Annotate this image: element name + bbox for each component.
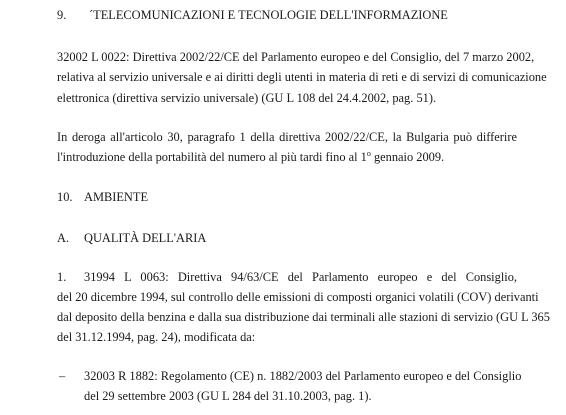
para2-line-2-end: gennaio 2009. <box>370 150 445 164</box>
item-1-line-4: del 31.12.1994, pag. 24), modificata da: <box>57 330 256 344</box>
para1-line-2: relativa al servizio universale e ai diritti degli utenti in materia di reti e di servizi di comunicazione <box>57 70 547 84</box>
ordinal-superscript: o <box>366 148 371 158</box>
dash-item-line-2: del 29 settembre 2003 (GU L 284 del 31.10.2003, pag. 1). <box>84 389 372 403</box>
para2-line-1: In deroga all'articolo 30, paragrafo 1 della direttiva 2002/22/CE, la Bulgaria può differire <box>57 130 517 144</box>
dash-bullet: – <box>59 369 66 383</box>
item-1-line-3: dal deposito della benzina e dalla sua distribuzione dai terminali alle stazioni di servizio (GU L 365 <box>57 310 550 324</box>
section-10-title: AMBIENTE <box>84 190 149 204</box>
dash-item-line-1: 32003 R 1882: Regolamento (CE) n. 1882/2003 del Parlamento europeo e del Consiglio <box>84 369 522 383</box>
para1-line-3: elettronica (direttiva servizio universale) (GU L 108 del 24.4.2002, pag. 51). <box>57 91 437 105</box>
para2-line-2 <box>57 149 444 165</box>
section-9-number: 9. <box>57 8 67 22</box>
item-1-first-line: 31994 L 0063: Direttiva 94/63/CE del Parlamento europeo e del Consiglio, <box>84 270 517 284</box>
para2-line-2-text: l'introduzione della portabilità del numero al più tardi fino al 1 <box>57 150 367 164</box>
para1-line-1: 32002 L 0022: Direttiva 2002/22/CE del Parlamento europeo e del Consiglio, del 7 marzo 2002, <box>57 50 535 64</box>
subsection-a-title: QUALITÀ DELL'ARIA <box>84 231 207 245</box>
subsection-a-letter: A. <box>57 231 70 245</box>
section-9-title: ´TELECOMUNICAZIONI E TECNOLOGIE DELL'INFORMAZIONE <box>89 8 448 22</box>
section-10-number: 10. <box>57 190 73 204</box>
item-1-number: 1. <box>57 270 67 284</box>
item-1-line-2: del 20 dicembre 1994, sul controllo delle emissioni di composti organici volatili (COV) derivanti <box>57 290 539 304</box>
